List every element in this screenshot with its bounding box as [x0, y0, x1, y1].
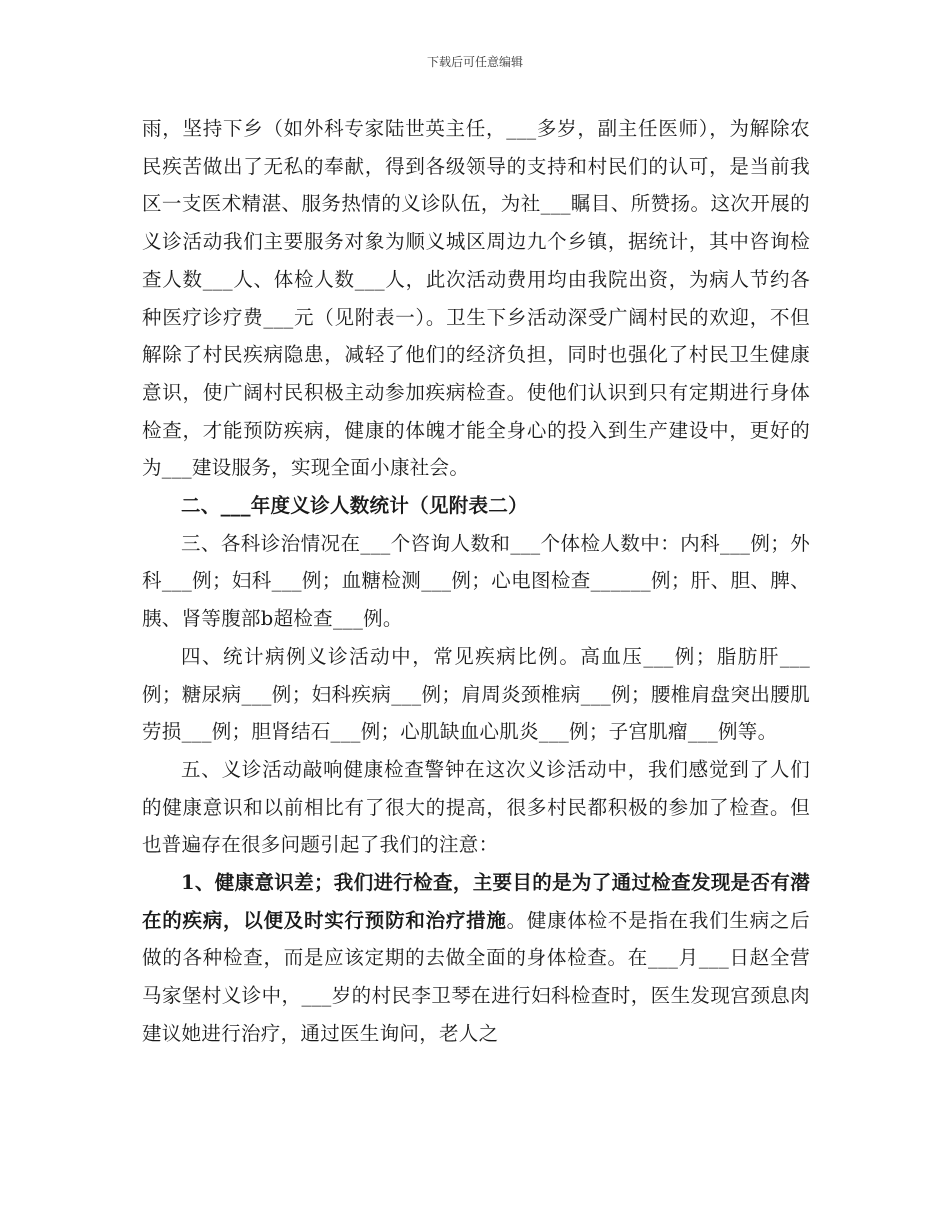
item-1-text: 。健康体检不是指在我们生病之后做的各种检查，而是应该定期的去做全面的身体检查。在___月___日赵全营马家堡村义诊中，___岁的村民李卫琴在进行妇科检查时，医生发现宫颈息肉建议她进行治疗，通过医生询问，老人之 — [142, 908, 810, 1045]
paragraph-section-4: 四、统计病例义诊活动中，常见疾病比例。高血压___例；脂肪肝___例；糖尿病___例；妇科疾病___例；肩周炎颈椎病___例；腰椎肩盘突出腰肌劳损___例；胆肾结石___例；心肌缺血心肌炎___例；子宫肌瘤___例等。 — [142, 644, 810, 744]
paragraph-continued: 雨，坚持下乡（如外科专家陆世英主任，___多岁，副主任医师），为解除农民疾苦做出了无私的奉献，得到各级领导的支持和村民们的认可，是当前我区一支医术精湛、服务热情的义诊队伍，为社___瞩目、所赞扬。这次开展的义诊活动我们主要服务对象为顺义城区周边九个乡镇，据统计，其中咨询检查人数___人、体检人数___人，此次活动费用均由我院出资，为病人节约各种医疗诊疗费___元（见附表一）。卫生下乡活动深受广阔村民的欢迎，不但解除了村民疾病隐患，减轻了他们的经济负担，同时也强化了村民卫生健康意识，使广阔村民积极主动参加疾病检查。使他们认识到只有定期进行身体检查，才能预防疾病，健康的体魄才能全身心的投入到生产建设中，更好的为___建设服务，实现全面小康社会。 — [142, 117, 810, 480]
document-body — [142, 110, 810, 1053]
paragraph-item-1 — [142, 864, 810, 1053]
paragraph-section-3: 三、各科诊治情况在___个咨询人数和___个体检人数中：内科___例；外科___例；妇科___例；血糖检测___例；心电图检查______例；肝、胆、脾、胰、肾等腹部b超检查___例。 — [142, 531, 810, 631]
paragraph-section-5: 五、义诊活动敲响健康检查警钟在这次义诊活动中，我们感觉到了人们的健康意识和以前相比有了很大的提高，很多村民都积极的参加了检查。但也普遍存在很多问题引起了我们的注意： — [142, 757, 810, 857]
page-header: 下载后可任意编辑 — [426, 55, 523, 69]
item-1-bold-lead: 1、健康意识差；我们进行检查，主要目的是为了通过检查发现是否有潜在的疾病，以便及时实行预防和治疗措施 — [142, 871, 810, 932]
section-heading-2: 二、___年度义诊人数统计（见附表二） — [181, 494, 528, 518]
